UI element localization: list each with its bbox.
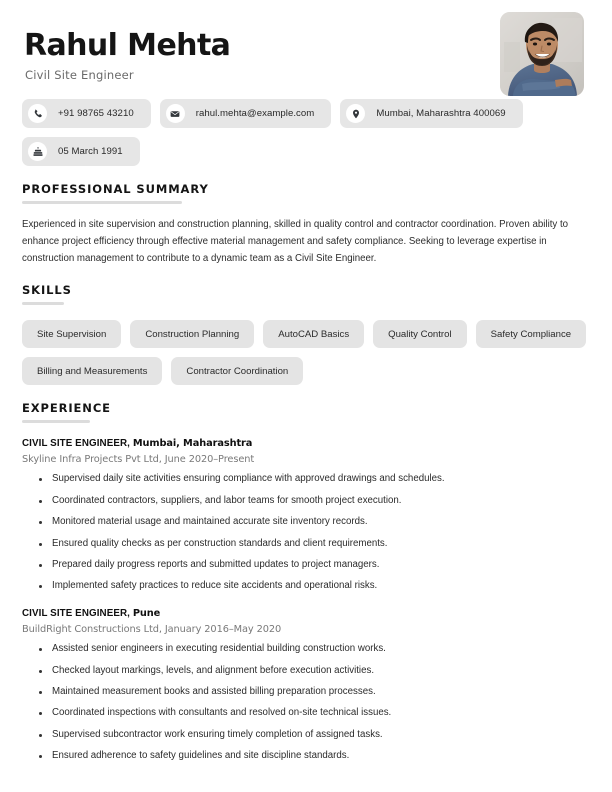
contact-chip-row: [22, 99, 590, 128]
profile-photo-image: [500, 12, 584, 96]
resume-header: [22, 0, 590, 166]
experience-bullet: Coordinated contractors, suppliers, and labor teams for smooth project execution.: [22, 495, 590, 508]
experience-bullet: Implemented safety practices to reduce site accidents and operational risks.: [22, 580, 590, 593]
contact-chip-email[interactable]: [160, 99, 332, 128]
contact-chip-group: [22, 99, 590, 166]
experience-role: CIVIL SITE ENGINEER,: [22, 438, 130, 450]
experience-bullet: Checked layout markings, levels, and alignment before execution activities.: [22, 665, 590, 678]
skill-tag[interactable]: Site Supervision: [22, 320, 121, 348]
experience-bullet-list: [22, 643, 590, 763]
experience-entry-heading: [22, 438, 590, 449]
summary-paragraph: Experienced in site supervision and construction planning, skilled in quality control and contractor coordination. Proven ability to enhance project efficiency through effective material management and safety compliance. Seeking to leverage expertise in construction management to contribute to a dynamic team as a Civil Site Engineer.: [22, 219, 569, 264]
contact-chip-phone[interactable]: [22, 99, 151, 128]
candidate-name: Rahul Mehta: [24, 28, 231, 63]
experience-bullet-list: [22, 473, 590, 593]
contact-chip-location[interactable]: [340, 99, 522, 128]
experience-bullet: Ensured adherence to safety guidelines and site discipline standards.: [22, 750, 590, 763]
experience-company-dates: BuildRight Constructions Ltd, January 2016–May 2020: [22, 624, 282, 636]
section-heading-experience: EXPERIENCE: [22, 401, 111, 416]
skill-tag[interactable]: Billing and Measurements: [22, 357, 162, 385]
phone-icon: [28, 104, 47, 123]
experience-location: Mumbai, Maharashtra: [132, 438, 253, 450]
section-heading-skills: SKILLS: [22, 283, 72, 298]
skill-tag[interactable]: Construction Planning: [130, 320, 254, 348]
experience-bullet: Supervised subcontractor work ensuring timely completion of assigned tasks.: [22, 729, 590, 742]
section-heading-summary: PROFESSIONAL SUMMARY: [22, 182, 209, 197]
experience-role: CIVIL SITE ENGINEER,: [22, 608, 130, 620]
section-rule-skills: [22, 302, 64, 305]
section-experience: [22, 401, 590, 763]
section-rule-experience: [22, 420, 90, 423]
contact-chip-birthdate[interactable]: [22, 137, 140, 166]
contact-chip-birthdate-text: 05 March 1991: [58, 146, 123, 158]
skill-tag[interactable]: Quality Control: [373, 320, 466, 348]
experience-bullet: Supervised daily site activities ensuring compliance with approved drawings and schedules.: [22, 473, 590, 486]
experience-bullet: Coordinated inspections with consultants and resolved on-site technical issues.: [22, 707, 590, 720]
section-skills: [22, 283, 590, 385]
experience-entry: [22, 608, 590, 763]
experience-entry-heading: [22, 608, 590, 619]
envelope-icon: [166, 104, 185, 123]
contact-chip-location-text: Mumbai, Maharashtra 400069: [376, 108, 506, 120]
skill-tag[interactable]: Safety Compliance: [476, 320, 587, 348]
candidate-job-title: Civil Site Engineer: [25, 68, 134, 83]
experience-company-dates: Skyline Infra Projects Pvt Ltd, June 2020–Present: [22, 454, 255, 466]
experience-bullet: Monitored material usage and maintained accurate site inventory records.: [22, 516, 590, 529]
experience-entry: [22, 438, 590, 593]
profile-photo: [500, 12, 584, 96]
skill-tag[interactable]: Contractor Coordination: [171, 357, 303, 385]
location-pin-icon: [346, 104, 365, 123]
experience-bullet: Prepared daily progress reports and submitted updates to project managers.: [22, 559, 590, 572]
birthday-cake-icon: [28, 142, 47, 161]
contact-chip-row: [22, 137, 590, 166]
contact-chip-email-text: rahul.mehta@example.com: [195, 108, 315, 120]
section-professional-summary: [22, 182, 590, 267]
contact-chip-phone-text: +91 98765 43210: [58, 108, 134, 120]
skills-tag-list: [22, 320, 590, 385]
section-rule-summary: [22, 201, 182, 204]
skill-tag[interactable]: AutoCAD Basics: [263, 320, 364, 348]
experience-bullet: Assisted senior engineers in executing residential building construction works.: [22, 643, 590, 656]
experience-bullet: Maintained measurement books and assisted billing preparation processes.: [22, 686, 590, 699]
experience-location: Pune: [132, 608, 161, 620]
experience-bullet: Ensured quality checks as per construction standards and client requirements.: [22, 538, 590, 551]
